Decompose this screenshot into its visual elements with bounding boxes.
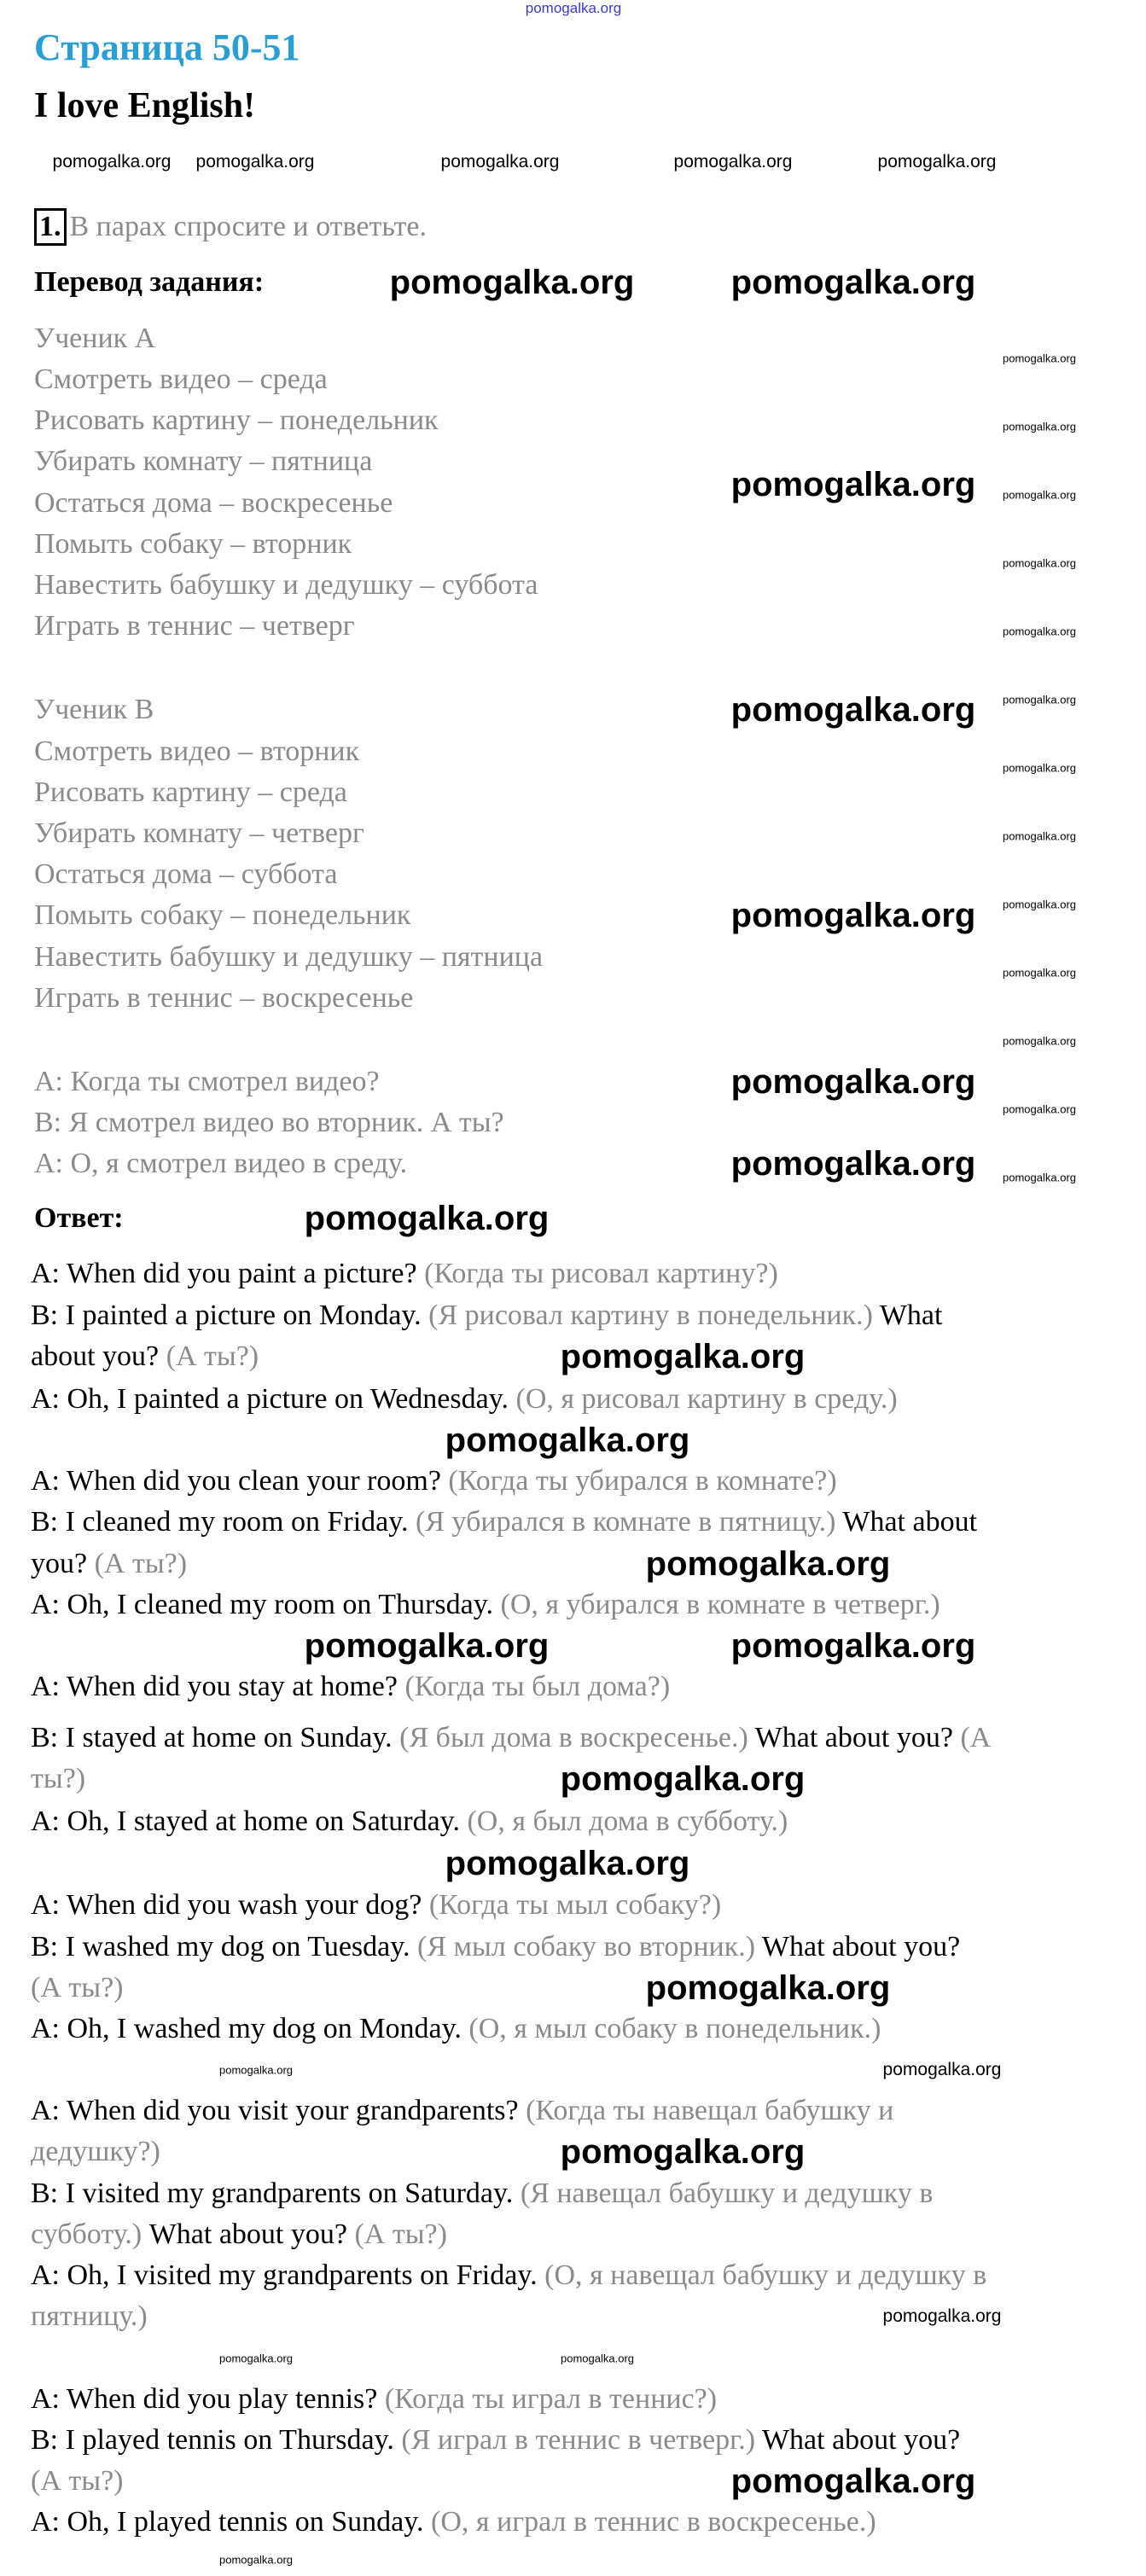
translation-label: Перевод задания: — [34, 266, 265, 298]
watermark: pomogalka.org — [1003, 761, 1076, 775]
answer-line — [31, 2175, 933, 2213]
answer-line — [31, 1338, 259, 1375]
instruction-text: В парах спросите и ответьте. — [69, 211, 427, 242]
russian-translation: (Когда ты навещал бабушку и — [518, 2095, 894, 2126]
watermark: pomogalka.org — [1003, 420, 1076, 433]
watermark: pomogalka.org — [440, 152, 560, 172]
watermark: pomogalka.org — [1003, 898, 1076, 911]
watermark: pomogalka.org — [730, 897, 976, 934]
watermark: pomogalka.org — [1003, 1034, 1076, 1048]
answer-line — [31, 1255, 778, 1293]
russian-translation: (Когда ты был дома?) — [397, 1671, 671, 1702]
student-a-line: Остаться дома – воскресенье — [34, 487, 393, 519]
russian-translation: (О, я рисовал картину в среду.) — [509, 1383, 898, 1415]
watermark: pomogalka.org — [877, 152, 997, 172]
russian-translation: (О, я навещал бабушку и дедушку в — [537, 2259, 987, 2291]
russian-translation: (А ты?) — [346, 2218, 447, 2250]
russian-translation: (О, я убирался в комнате в четверг.) — [493, 1589, 940, 1620]
russian-translation: (О, я мыл собаку в понедельник.) — [461, 2013, 881, 2044]
student-b-line: Играть в теннис – воскресенье — [34, 982, 414, 1014]
russian-translation: (А ты?) — [87, 1548, 188, 1579]
russian-translation: (Я был дома в воскресенье.) — [392, 1722, 748, 1753]
watermark: pomogalka.org — [645, 1545, 891, 1583]
task-number: 1. — [34, 208, 67, 246]
russian-translation: (Когда ты убирался в комнате?) — [440, 1465, 837, 1497]
student-a-line: Рисовать картину – понедельник — [34, 404, 439, 436]
english-text: A: When did you clean your room? — [31, 1465, 441, 1497]
english-text: B: I painted a picture on Monday. — [31, 1300, 422, 1331]
answer-line — [31, 1462, 837, 1500]
watermark: pomogalka.org — [1003, 1102, 1076, 1116]
russian-translation: (О, я играл в теннис в воскресенье.) — [423, 2506, 876, 2538]
answer-line — [31, 2298, 148, 2335]
answer-line — [31, 2133, 160, 2171]
english-text: What — [872, 1300, 943, 1331]
answer-line — [31, 1928, 960, 1966]
english-text: about you? — [31, 1340, 160, 1372]
watermark: pomogalka.org — [1003, 829, 1076, 843]
watermark: pomogalka.org — [560, 2133, 806, 2171]
russian-translation: ты?) — [31, 1763, 86, 1794]
english-text: What about you? — [142, 2218, 347, 2250]
english-text: B: I cleaned my room on Friday. — [31, 1506, 409, 1538]
unit-title: I love English! — [34, 86, 256, 125]
english-text: B: I washed my dog on Tuesday. — [31, 1931, 410, 1963]
watermark: pomogalka.org — [1003, 966, 1076, 980]
english-text: What about — [835, 1506, 978, 1538]
answer-line — [31, 2503, 876, 2541]
english-text: A: Oh, I visited my grandparents on Friday. — [31, 2259, 538, 2291]
english-text: B: I played tennis on Thursday. — [31, 2424, 394, 2456]
english-text: A: Oh, I played tennis on Sunday. — [31, 2506, 424, 2538]
watermark: pomogalka.org — [1003, 1171, 1076, 1184]
watermark: pomogalka.org — [730, 1627, 976, 1665]
answer-label: Ответ: — [34, 1202, 124, 1234]
answer-line — [31, 1803, 788, 1840]
answer-line — [31, 2257, 986, 2294]
watermark: pomogalka.org — [1003, 352, 1076, 365]
watermark: pomogalka.org — [560, 1760, 806, 1798]
student-b-line: Рисовать картину – среда — [34, 776, 347, 808]
english-text: A: When did you stay at home? — [31, 1671, 398, 1702]
russian-translation: (Я рисовал картину в понедельник.) — [421, 1300, 873, 1331]
watermark: pomogalka.org — [730, 691, 976, 729]
russian-translation: (Я убирался в комнате в пятницу.) — [408, 1506, 836, 1538]
english-text: A: Oh, I painted a picture on Wednesday. — [31, 1383, 509, 1415]
russian-translation: субботу.) — [31, 2218, 143, 2250]
watermark: pomogalka.org — [882, 2060, 1002, 2079]
russian-translation: (О, я был дома в субботу.) — [459, 1806, 788, 1837]
site-link[interactable]: pomogalka.org — [525, 0, 622, 16]
russian-translation: (А ты?) — [31, 1972, 124, 2003]
student-b-line: Навестить бабушку и дедушку – пятница — [34, 941, 544, 973]
answer-line — [31, 2010, 881, 2048]
watermark: pomogalka.org — [673, 152, 793, 172]
watermark: pomogalka.org — [1003, 693, 1076, 707]
answer-line — [31, 2092, 893, 2130]
watermark: pomogalka.org — [219, 2553, 293, 2567]
watermark: pomogalka.org — [561, 2352, 634, 2365]
student-b-line: Помыть собаку – понедельник — [34, 899, 411, 931]
watermark: pomogalka.org — [445, 1845, 690, 1882]
watermark: pomogalka.org — [304, 1627, 550, 1665]
answer-line — [31, 1668, 670, 1706]
watermark: pomogalka.org — [52, 152, 172, 172]
example-line: A: О, я смотрел видео в среду. — [34, 1148, 408, 1179]
russian-translation: пятницу.) — [31, 2300, 148, 2332]
student-b-line: Убирать комнату – четверг — [34, 817, 364, 849]
student-b-line: Смотреть видео – вторник — [34, 736, 360, 767]
answer-line — [31, 1545, 187, 1583]
answer-line — [31, 2463, 124, 2500]
watermark: pomogalka.org — [445, 1422, 690, 1459]
watermark: pomogalka.org — [730, 264, 976, 301]
english-text: A: When did you paint a picture? — [31, 1258, 417, 1289]
watermark: pomogalka.org — [560, 1338, 806, 1375]
answer-line — [31, 1719, 991, 1757]
russian-translation: (Когда ты играл в теннис?) — [377, 2383, 718, 2415]
english-text: A: Oh, I stayed at home on Saturday. — [31, 1806, 460, 1837]
answer-line — [31, 1503, 977, 1541]
answer-line — [31, 1969, 124, 2007]
student-a-line: Ученик А — [34, 323, 156, 354]
answer-line — [31, 2422, 960, 2459]
example-line: B: Я смотрел видео во вторник. А ты? — [34, 1107, 504, 1138]
watermark: pomogalka.org — [219, 2063, 293, 2077]
english-text: B: I visited my grandparents on Saturday. — [31, 2178, 514, 2209]
russian-translation: (Когда ты рисовал картину?) — [416, 1258, 778, 1289]
watermark: pomogalka.org — [1003, 625, 1076, 638]
english-text: you? — [31, 1548, 88, 1579]
english-text: What about you? — [748, 1722, 953, 1753]
russian-translation: (А ты?) — [31, 2465, 124, 2497]
student-a-line: Убирать комнату – пятница — [34, 445, 373, 477]
student-b-line: Ученик В — [34, 694, 154, 725]
watermark: pomogalka.org — [645, 1969, 891, 2007]
russian-translation: дедушку?) — [31, 2136, 160, 2167]
student-a-line: Смотреть видео – среда — [34, 363, 328, 395]
page-title: Страница 50-51 — [34, 26, 300, 68]
russian-translation: (А ты?) — [159, 1340, 259, 1372]
watermark: pomogalka.org — [730, 1145, 976, 1183]
english-text: A: When did you visit your grandparents? — [31, 2095, 519, 2126]
english-text: A: Oh, I cleaned my room on Thursday. — [31, 1589, 493, 1620]
watermark: pomogalka.org — [195, 152, 315, 172]
watermark: pomogalka.org — [730, 466, 976, 503]
watermark: pomogalka.org — [1003, 488, 1076, 502]
answer-line — [31, 1381, 898, 1418]
english-text: B: I stayed at home on Sunday. — [31, 1722, 393, 1753]
answer-line — [31, 1297, 942, 1335]
russian-translation: (Когда ты мыл собаку?) — [422, 1889, 722, 1921]
english-text: A: When did you wash your dog? — [31, 1889, 422, 1921]
watermark: pomogalka.org — [219, 2352, 293, 2365]
english-text: What about you? — [755, 2424, 961, 2456]
answer-line — [31, 1760, 85, 1798]
english-text: What about you? — [755, 1931, 961, 1963]
answer-line — [31, 1586, 940, 1624]
student-a-line: Помыть собаку – вторник — [34, 528, 352, 560]
russian-translation: (А — [952, 1722, 992, 1753]
task-instruction — [34, 208, 427, 246]
student-a-line: Играть в теннис – четверг — [34, 610, 355, 642]
answer-line — [31, 2381, 717, 2418]
watermark: pomogalka.org — [304, 1200, 550, 1237]
watermark: pomogalka.org — [730, 2463, 976, 2500]
student-a-line: Навестить бабушку и дедушку – суббота — [34, 569, 538, 601]
watermark: pomogalka.org — [882, 2306, 1002, 2326]
student-b-line: Остаться дома – суббота — [34, 858, 338, 890]
english-text: A: When did you play tennis? — [31, 2383, 378, 2415]
example-line: A: Когда ты смотрел видео? — [34, 1066, 380, 1097]
answer-line — [31, 2216, 447, 2253]
russian-translation: (Я навещал бабушку и дедушку в — [513, 2178, 934, 2209]
watermark: pomogalka.org — [1003, 556, 1076, 570]
russian-translation: (Я играл в теннис в четверг.) — [393, 2424, 756, 2456]
answer-line — [31, 1887, 721, 1924]
watermark: pomogalka.org — [730, 1063, 976, 1101]
watermark: pomogalka.org — [389, 264, 635, 301]
russian-translation: (Я мыл собаку во вторник.) — [410, 1931, 756, 1963]
english-text: A: Oh, I washed my dog on Monday. — [31, 2013, 462, 2044]
